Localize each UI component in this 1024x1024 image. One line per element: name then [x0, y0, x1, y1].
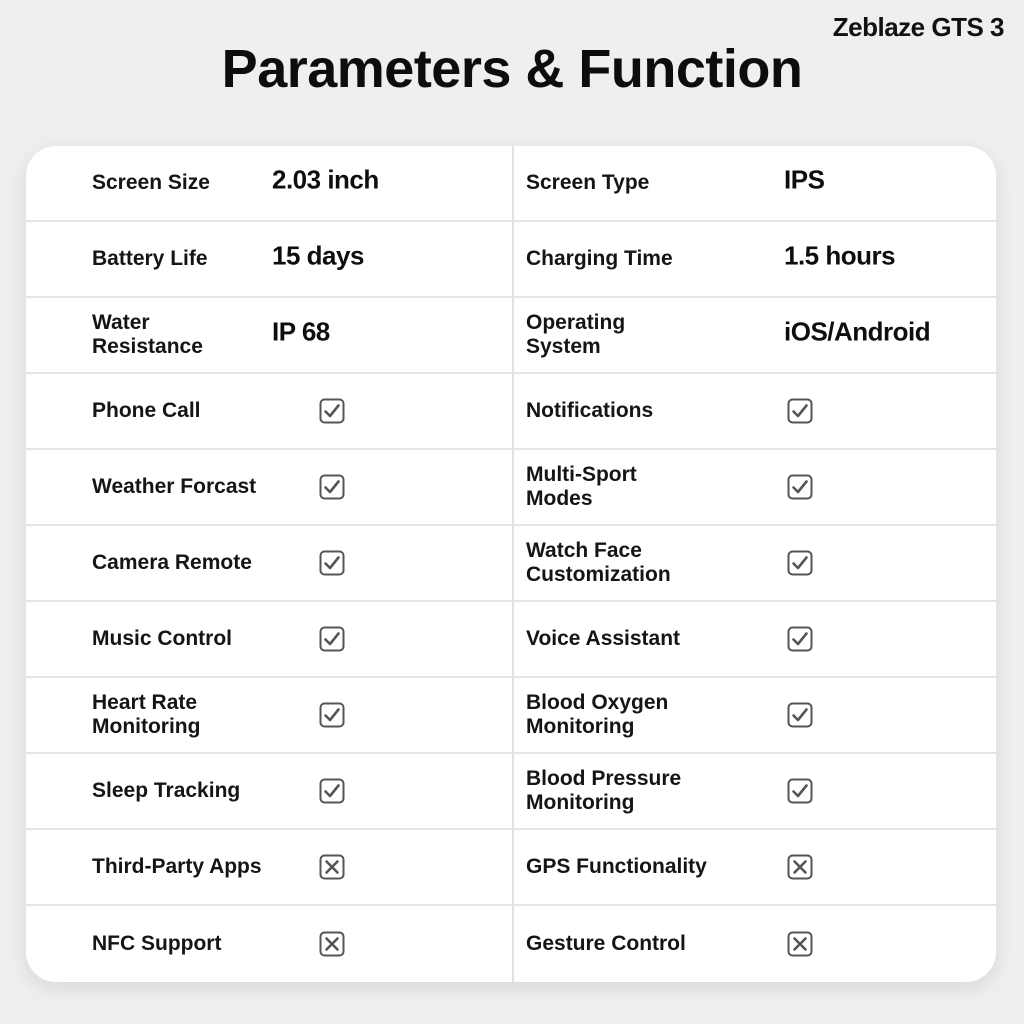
- checkbox-crossed-icon: [787, 854, 813, 880]
- spec-label: Battery Life: [92, 247, 208, 270]
- table-row: [26, 526, 996, 602]
- feature-label: Multi-Sport Modes: [526, 463, 637, 510]
- spec-value: 2.03 inch: [272, 164, 379, 195]
- checkbox-checked-icon: [319, 474, 345, 500]
- checkbox-checked-icon: [319, 778, 345, 804]
- spec-value: IP 68: [272, 316, 330, 347]
- table-row: [26, 602, 996, 678]
- feature-label: Notifications: [526, 399, 654, 422]
- feature-label: NFC Support: [92, 932, 222, 955]
- feature-label: Sleep Tracking: [92, 779, 241, 802]
- checkbox-checked-icon: [787, 398, 813, 424]
- spec-value: 15 days: [272, 240, 364, 271]
- spec-label: Water Resistance: [92, 311, 203, 358]
- spec-label: Screen Size: [92, 171, 210, 194]
- checkbox-checked-icon: [787, 626, 813, 652]
- checkbox-checked-icon: [787, 474, 813, 500]
- feature-label: Phone Call: [92, 399, 201, 422]
- table-row: [26, 146, 996, 222]
- table-row: [26, 906, 996, 982]
- checkbox-crossed-icon: [319, 854, 345, 880]
- checkbox-checked-icon: [787, 550, 813, 576]
- feature-label: Blood Pressure Monitoring: [526, 767, 682, 814]
- page-title: Parameters & Function: [221, 39, 803, 99]
- brand-logo-text: Zeblaze GTS 3: [832, 12, 1004, 42]
- checkbox-checked-icon: [319, 550, 345, 576]
- spec-value: iOS/Android: [784, 316, 931, 347]
- checkbox-checked-icon: [787, 702, 813, 728]
- feature-label: Blood Oxygen Monitoring: [526, 691, 669, 738]
- checkbox-checked-icon: [787, 778, 813, 804]
- table-row: [26, 298, 996, 374]
- feature-label: Camera Remote: [92, 551, 252, 574]
- feature-label: Third-Party Apps: [92, 855, 262, 878]
- table-row: [26, 222, 996, 298]
- spec-label: Charging Time: [526, 247, 673, 270]
- table-row: [26, 830, 996, 906]
- feature-label: Heart Rate Monitoring: [92, 691, 201, 738]
- spec-table: [26, 146, 996, 982]
- checkbox-checked-icon: [319, 702, 345, 728]
- feature-label: Weather Forcast: [92, 475, 257, 498]
- table-row: [26, 754, 996, 830]
- table-row: [26, 374, 996, 450]
- feature-label: Watch Face Customization: [526, 539, 671, 586]
- checkbox-checked-icon: [319, 398, 345, 424]
- spec-value: 1.5 hours: [784, 240, 896, 271]
- spec-label: Screen Type: [526, 171, 650, 194]
- feature-label: Music Control: [92, 627, 232, 650]
- table-row: [26, 678, 996, 754]
- checkbox-crossed-icon: [787, 931, 813, 957]
- checkbox-checked-icon: [319, 626, 345, 652]
- feature-label: Voice Assistant: [526, 627, 681, 650]
- spec-label: Operating System: [526, 311, 626, 358]
- table-row: [26, 450, 996, 526]
- feature-label: Gesture Control: [526, 932, 686, 955]
- feature-label: GPS Functionality: [526, 855, 707, 878]
- checkbox-crossed-icon: [319, 931, 345, 957]
- spec-value: IPS: [784, 164, 825, 195]
